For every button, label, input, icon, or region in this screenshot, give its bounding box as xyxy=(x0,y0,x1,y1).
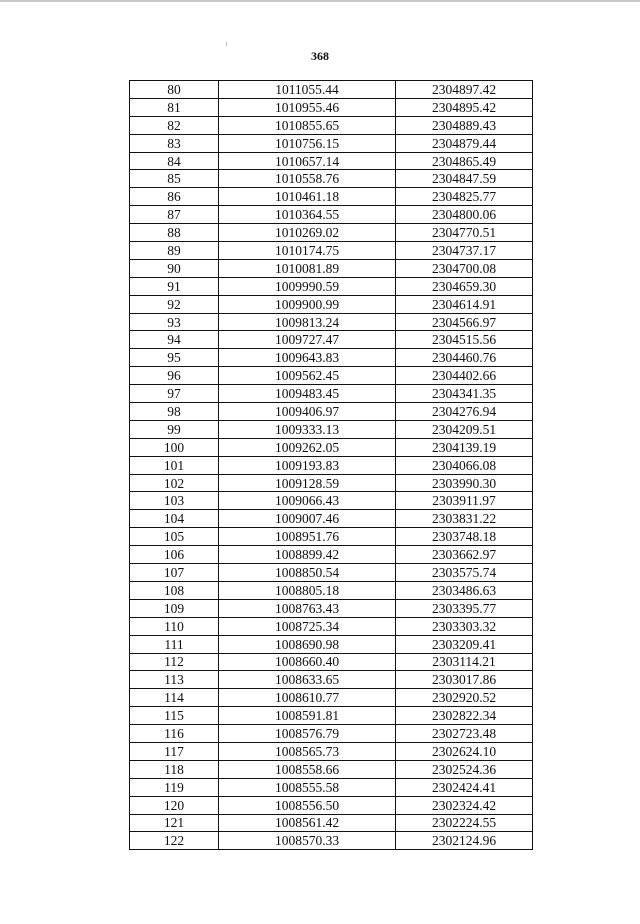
x-coordinate-cell: 1008660.40 xyxy=(219,653,396,671)
x-coordinate-cell: 1009406.97 xyxy=(219,403,396,421)
y-coordinate-cell: 2302424.41 xyxy=(396,778,533,796)
table-row xyxy=(130,653,533,671)
x-coordinate-cell: 1009066.43 xyxy=(219,492,396,510)
x-coordinate-cell: 1010081.89 xyxy=(219,259,396,277)
y-coordinate-cell: 2303990.30 xyxy=(396,474,533,492)
x-coordinate-cell: 1008565.73 xyxy=(219,742,396,760)
table-row xyxy=(130,242,533,260)
point-number-cell: 100 xyxy=(130,438,219,456)
point-number-cell: 99 xyxy=(130,420,219,438)
y-coordinate-cell: 2302822.34 xyxy=(396,707,533,725)
x-coordinate-cell: 1008610.77 xyxy=(219,689,396,707)
y-coordinate-cell: 2302324.42 xyxy=(396,796,533,814)
y-coordinate-cell: 2304614.91 xyxy=(396,295,533,313)
x-coordinate-cell: 1009128.59 xyxy=(219,474,396,492)
x-coordinate-cell: 1010855.65 xyxy=(219,116,396,134)
table-row xyxy=(130,456,533,474)
point-number-cell: 96 xyxy=(130,367,219,385)
x-coordinate-cell: 1008556.50 xyxy=(219,796,396,814)
x-coordinate-cell: 1009193.83 xyxy=(219,456,396,474)
point-number-cell: 95 xyxy=(130,349,219,367)
y-coordinate-cell: 2304865.49 xyxy=(396,152,533,170)
table-row xyxy=(130,492,533,510)
x-coordinate-cell: 1009007.46 xyxy=(219,510,396,528)
y-coordinate-cell: 2302920.52 xyxy=(396,689,533,707)
table-row xyxy=(130,349,533,367)
point-number-cell: 90 xyxy=(130,259,219,277)
table-row xyxy=(130,581,533,599)
x-coordinate-cell: 1008725.34 xyxy=(219,617,396,635)
point-number-cell: 106 xyxy=(130,546,219,564)
point-number-cell: 87 xyxy=(130,206,219,224)
point-number-cell: 120 xyxy=(130,796,219,814)
table-row xyxy=(130,224,533,242)
y-coordinate-cell: 2304402.66 xyxy=(396,367,533,385)
x-coordinate-cell: 1010558.76 xyxy=(219,170,396,188)
y-coordinate-cell: 2303831.22 xyxy=(396,510,533,528)
point-number-cell: 97 xyxy=(130,385,219,403)
point-number-cell: 122 xyxy=(130,832,219,850)
x-coordinate-cell: 1010955.46 xyxy=(219,98,396,116)
y-coordinate-cell: 2304515.56 xyxy=(396,331,533,349)
y-coordinate-cell: 2304800.06 xyxy=(396,206,533,224)
table-row xyxy=(130,832,533,850)
point-number-cell: 110 xyxy=(130,617,219,635)
point-number-cell: 80 xyxy=(130,81,219,99)
point-number-cell: 116 xyxy=(130,725,219,743)
table-row xyxy=(130,760,533,778)
point-number-cell: 109 xyxy=(130,599,219,617)
x-coordinate-cell: 1008591.81 xyxy=(219,707,396,725)
table-row xyxy=(130,474,533,492)
point-number-cell: 81 xyxy=(130,98,219,116)
table-row xyxy=(130,367,533,385)
point-number-cell: 104 xyxy=(130,510,219,528)
table-row xyxy=(130,134,533,152)
table-row xyxy=(130,635,533,653)
y-coordinate-cell: 2304700.08 xyxy=(396,259,533,277)
point-number-cell: 112 xyxy=(130,653,219,671)
table-row xyxy=(130,546,533,564)
x-coordinate-cell: 1008561.42 xyxy=(219,814,396,832)
table-row xyxy=(130,403,533,421)
y-coordinate-cell: 2304066.08 xyxy=(396,456,533,474)
point-number-cell: 83 xyxy=(130,134,219,152)
table-row xyxy=(130,617,533,635)
table-row xyxy=(130,385,533,403)
point-number-cell: 103 xyxy=(130,492,219,510)
y-coordinate-cell: 2303911.97 xyxy=(396,492,533,510)
point-number-cell: 84 xyxy=(130,152,219,170)
x-coordinate-cell: 1008850.54 xyxy=(219,564,396,582)
y-coordinate-cell: 2302124.96 xyxy=(396,832,533,850)
x-coordinate-cell: 1008633.65 xyxy=(219,671,396,689)
y-coordinate-cell: 2303114.21 xyxy=(396,653,533,671)
table-row xyxy=(130,725,533,743)
table-row xyxy=(130,599,533,617)
point-number-cell: 114 xyxy=(130,689,219,707)
point-number-cell: 101 xyxy=(130,456,219,474)
point-number-cell: 117 xyxy=(130,742,219,760)
table-row xyxy=(130,152,533,170)
y-coordinate-cell: 2302224.55 xyxy=(396,814,533,832)
x-coordinate-cell: 1008576.79 xyxy=(219,725,396,743)
y-coordinate-cell: 2304276.94 xyxy=(396,403,533,421)
x-coordinate-cell: 1009813.24 xyxy=(219,313,396,331)
x-coordinate-cell: 1010364.55 xyxy=(219,206,396,224)
y-coordinate-cell: 2303017.86 xyxy=(396,671,533,689)
y-coordinate-cell: 2303748.18 xyxy=(396,528,533,546)
x-coordinate-cell: 1010269.02 xyxy=(219,224,396,242)
point-number-cell: 102 xyxy=(130,474,219,492)
point-number-cell: 121 xyxy=(130,814,219,832)
point-number-cell: 88 xyxy=(130,224,219,242)
page-number: 368 xyxy=(311,49,329,63)
table-row xyxy=(130,313,533,331)
x-coordinate-cell: 1009727.47 xyxy=(219,331,396,349)
point-number-cell: 85 xyxy=(130,170,219,188)
y-coordinate-cell: 2302624.10 xyxy=(396,742,533,760)
x-coordinate-cell: 1008690.98 xyxy=(219,635,396,653)
y-coordinate-cell: 2302524.36 xyxy=(396,760,533,778)
y-coordinate-cell: 2303209.41 xyxy=(396,635,533,653)
x-coordinate-cell: 1008570.33 xyxy=(219,832,396,850)
point-number-cell: 92 xyxy=(130,295,219,313)
point-number-cell: 108 xyxy=(130,581,219,599)
point-number-cell: 119 xyxy=(130,778,219,796)
y-coordinate-cell: 2304897.42 xyxy=(396,81,533,99)
table-row xyxy=(130,671,533,689)
table-row xyxy=(130,295,533,313)
y-coordinate-cell: 2304879.44 xyxy=(396,134,533,152)
y-coordinate-cell: 2304770.51 xyxy=(396,224,533,242)
point-number-cell: 115 xyxy=(130,707,219,725)
table-row xyxy=(130,331,533,349)
y-coordinate-cell: 2303395.77 xyxy=(396,599,533,617)
y-coordinate-cell: 2304460.76 xyxy=(396,349,533,367)
y-coordinate-cell: 2303303.32 xyxy=(396,617,533,635)
x-coordinate-cell: 1009900.99 xyxy=(219,295,396,313)
table-row xyxy=(130,420,533,438)
y-coordinate-cell: 2303662.97 xyxy=(396,546,533,564)
x-coordinate-cell: 1010174.75 xyxy=(219,242,396,260)
y-coordinate-cell: 2304139.19 xyxy=(396,438,533,456)
point-number-cell: 98 xyxy=(130,403,219,421)
x-coordinate-cell: 1008763.43 xyxy=(219,599,396,617)
table-row xyxy=(130,170,533,188)
y-coordinate-cell: 2304209.51 xyxy=(396,420,533,438)
point-number-cell: 94 xyxy=(130,331,219,349)
y-coordinate-cell: 2303486.63 xyxy=(396,581,533,599)
point-number-cell: 111 xyxy=(130,635,219,653)
point-number-cell: 93 xyxy=(130,313,219,331)
point-number-cell: 113 xyxy=(130,671,219,689)
x-coordinate-cell: 1008951.76 xyxy=(219,528,396,546)
table-row xyxy=(130,188,533,206)
table-row xyxy=(130,564,533,582)
x-coordinate-cell: 1009643.83 xyxy=(219,349,396,367)
x-coordinate-cell: 1008805.18 xyxy=(219,581,396,599)
x-coordinate-cell: 1010657.14 xyxy=(219,152,396,170)
y-coordinate-cell: 2304889.43 xyxy=(396,116,533,134)
x-coordinate-cell: 1011055.44 xyxy=(219,81,396,99)
x-coordinate-cell: 1009333.13 xyxy=(219,420,396,438)
x-coordinate-cell: 1010756.15 xyxy=(219,134,396,152)
y-coordinate-cell: 2303575.74 xyxy=(396,564,533,582)
y-coordinate-cell: 2304659.30 xyxy=(396,277,533,295)
table-row xyxy=(130,707,533,725)
x-coordinate-cell: 1008558.66 xyxy=(219,760,396,778)
table-row xyxy=(130,510,533,528)
y-coordinate-cell: 2304895.42 xyxy=(396,98,533,116)
table-row xyxy=(130,98,533,116)
table-row xyxy=(130,778,533,796)
table-row xyxy=(130,116,533,134)
point-number-cell: 82 xyxy=(130,116,219,134)
x-coordinate-cell: 1008899.42 xyxy=(219,546,396,564)
point-number-cell: 91 xyxy=(130,277,219,295)
scan-mark xyxy=(226,42,227,46)
x-coordinate-cell: 1008555.58 xyxy=(219,778,396,796)
x-coordinate-cell: 1009262.05 xyxy=(219,438,396,456)
y-coordinate-cell: 2304847.59 xyxy=(396,170,533,188)
table-row xyxy=(130,438,533,456)
x-coordinate-cell: 1010461.18 xyxy=(219,188,396,206)
table-row xyxy=(130,259,533,277)
y-coordinate-cell: 2304737.17 xyxy=(396,242,533,260)
y-coordinate-cell: 2304341.35 xyxy=(396,385,533,403)
point-number-cell: 118 xyxy=(130,760,219,778)
table-row xyxy=(130,689,533,707)
y-coordinate-cell: 2304825.77 xyxy=(396,188,533,206)
x-coordinate-cell: 1009562.45 xyxy=(219,367,396,385)
x-coordinate-cell: 1009990.59 xyxy=(219,277,396,295)
y-coordinate-cell: 2304566.97 xyxy=(396,313,533,331)
table-row xyxy=(130,814,533,832)
coordinates-table-body xyxy=(130,81,533,850)
y-coordinate-cell: 2302723.48 xyxy=(396,725,533,743)
point-number-cell: 107 xyxy=(130,564,219,582)
table-row xyxy=(130,796,533,814)
point-number-cell: 86 xyxy=(130,188,219,206)
x-coordinate-cell: 1009483.45 xyxy=(219,385,396,403)
table-row xyxy=(130,277,533,295)
table-row xyxy=(130,81,533,99)
point-number-cell: 89 xyxy=(130,242,219,260)
table-row xyxy=(130,742,533,760)
point-number-cell: 105 xyxy=(130,528,219,546)
top-border-line xyxy=(0,0,640,2)
coordinates-table xyxy=(129,80,533,850)
table-row xyxy=(130,206,533,224)
table-row xyxy=(130,528,533,546)
